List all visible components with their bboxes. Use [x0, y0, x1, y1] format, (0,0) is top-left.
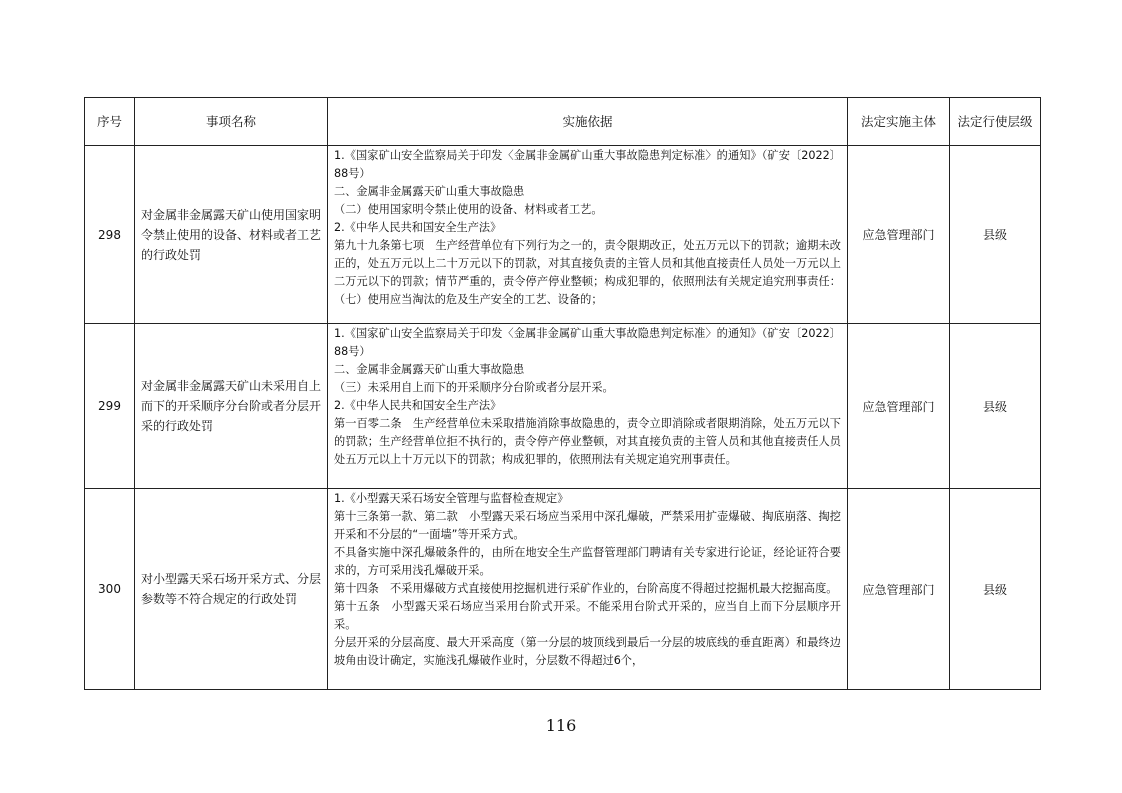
- basis-line: 不具备实施中深孔爆破条件的，由所在地安全生产监督管理部门聘请有关专家进行论证，经论证符合要求的，方可采用浅孔爆破开采。: [334, 546, 841, 577]
- row-level: 县级: [950, 146, 1041, 324]
- basis-line: 分层开采的分层高度、最大开采高度（第一分层的坡顶线到最后一分层的坡底线的垂直距离）和最终边坡角由设计确定，实施浅孔爆破作业时，分层数不得超过6个，: [334, 636, 841, 667]
- row-item-name: 对小型露天采石场开采方式、分层参数等不符合规定的行政处罚: [135, 489, 328, 690]
- page-number: 116: [545, 716, 577, 735]
- header-level: 法定行使层级: [950, 98, 1041, 146]
- table-row: [85, 489, 1041, 690]
- basis-line: 2.《中华人民共和国安全生产法》: [334, 221, 502, 234]
- basis-line: 第十三条第一款、第二款 小型露天采石场应当采用中深孔爆破，严禁采用扩壶爆破、掏底崩落、掏挖开采和不分层的“一面墙”等开采方式。: [334, 510, 841, 541]
- row-seq: 299: [85, 324, 135, 489]
- basis-line: （三）未采用自上而下的开采顺序分台阶或者分层开采。: [334, 381, 614, 394]
- table-row: [85, 146, 1041, 324]
- header-name: 事项名称: [135, 98, 328, 146]
- row-basis: [328, 324, 848, 489]
- basis-line: 第十五条 小型露天采石场应当采用台阶式开采。不能采用台阶式开采的，应当自上而下分层顺序开采。: [334, 600, 841, 631]
- basis-line: 二、金属非金属露天矿山重大事故隐患: [334, 185, 525, 198]
- basis-line: 1.《国家矿山安全监察局关于印发〈金属非金属矿山重大事故隐患判定标准〉的通知》（矿安〔2022〕88号）: [334, 149, 841, 180]
- basis-line: 2.《中华人民共和国安全生产法》: [334, 399, 502, 412]
- items-table: [84, 97, 1041, 690]
- row-basis: [328, 146, 848, 324]
- row-item-name: 对金属非金属露天矿山使用国家明令禁止使用的设备、材料或者工艺的行政处罚: [135, 146, 328, 324]
- basis-line: 第九十九条第七项 生产经营单位有下列行为之一的，责令限期改正，处五万元以下的罚款；逾期未改正的，处五万元以上二十万元以下的罚款，对其直接负责的主管人员和其他直接责任人员处一万元以上二万元以下的罚款；情节严重的，责令停产停业整顿；构成犯罪的，依照刑法有关规定追究刑事责任：（七）使用应当淘汰的危及生产安全的工艺、设备的；: [334, 239, 841, 306]
- row-seq: 298: [85, 146, 135, 324]
- row-seq: 300: [85, 489, 135, 690]
- row-subject: 应急管理部门: [848, 489, 950, 690]
- row-level: 县级: [950, 489, 1041, 690]
- header-subject: 法定实施主体: [848, 98, 950, 146]
- row-item-name: 对金属非金属露天矿山未采用自上而下的开采顺序分台阶或者分层开采的行政处罚: [135, 324, 328, 489]
- header-seq: 序号: [85, 98, 135, 146]
- header-basis: 实施依据: [328, 98, 848, 146]
- basis-line: （二）使用国家明令禁止使用的设备、材料或者工艺。: [334, 203, 603, 216]
- row-basis: [328, 489, 848, 690]
- basis-line: 第十四条 不采用爆破方式直接使用挖掘机进行采矿作业的，台阶高度不得超过挖掘机最大挖掘高度。: [334, 582, 838, 595]
- row-subject: 应急管理部门: [848, 324, 950, 489]
- table-row: [85, 324, 1041, 489]
- header-row: [85, 98, 1041, 146]
- basis-line: 1.《国家矿山安全监察局关于印发〈金属非金属矿山重大事故隐患判定标准〉的通知》（矿安〔2022〕88号）: [334, 327, 841, 358]
- basis-line: 二、金属非金属露天矿山重大事故隐患: [334, 363, 525, 376]
- basis-line: 1.《小型露天采石场安全管理与监督检查规定》: [334, 492, 569, 505]
- row-level: 县级: [950, 324, 1041, 489]
- basis-line: 第一百零二条 生产经营单位未采取措施消除事故隐患的，责令立即消除或者限期消除，处五万元以下的罚款；生产经营单位拒不执行的，责令停产停业整顿，对其直接负责的主管人员和其他直接责任人员处五万元以上十万元以下的罚款；构成犯罪的，依照刑法有关规定追究刑事责任。: [334, 417, 841, 466]
- row-subject: 应急管理部门: [848, 146, 950, 324]
